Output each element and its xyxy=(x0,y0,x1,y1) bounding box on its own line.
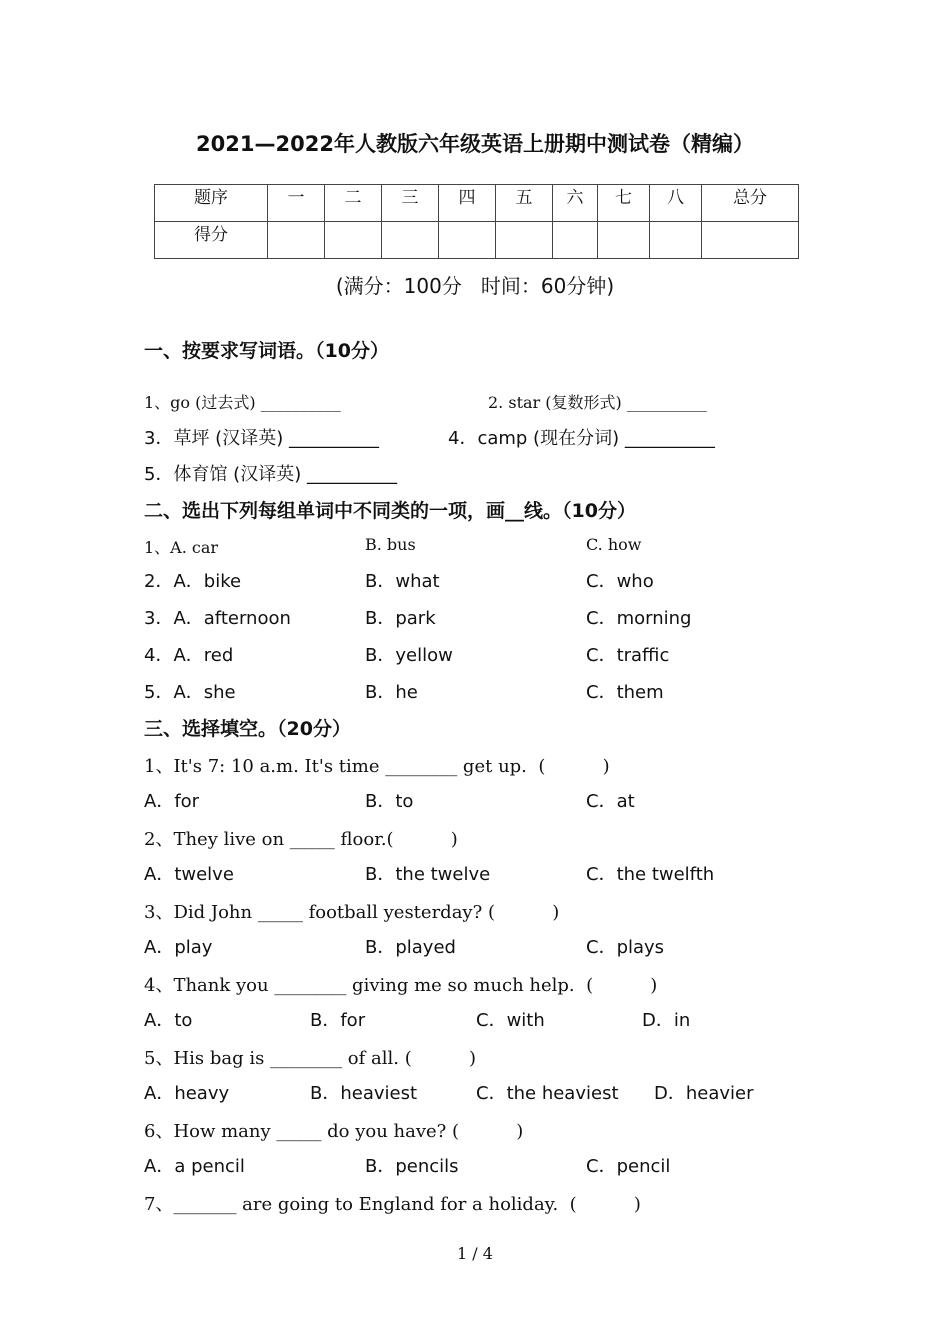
s3-q3-option-b: B．played xyxy=(365,937,456,958)
s3-q4-option-b: B．for xyxy=(310,1010,366,1031)
s3-q5-option-d: D．heavier xyxy=(654,1083,754,1104)
s2-row1-a: 1、A. car xyxy=(144,538,219,557)
s3-q6-option-a: A．a pencil xyxy=(144,1156,245,1177)
s1-question-2: 2. star (复数形式) __________ xyxy=(488,393,707,412)
s2-row3-b: B．park xyxy=(365,608,436,629)
s3-q2-option-a: A．twelve xyxy=(144,864,234,885)
s3-q1-option-a: A．for xyxy=(144,791,200,812)
score-table xyxy=(154,184,799,259)
s3-q2-option-c: C．the twelfth xyxy=(586,864,715,885)
s2-row1-b: B. bus xyxy=(365,535,416,554)
s3-q5-stem: 5、His bag is ________ of all. ( ) xyxy=(144,1048,476,1069)
s3-q6-option-c: C．pencil xyxy=(586,1156,671,1177)
s3-q1-option-c: C．at xyxy=(586,791,635,812)
score-input-cell[interactable] xyxy=(496,222,553,259)
page-number: 1 / 4 xyxy=(457,1244,493,1263)
s3-q3-option-a: A．play xyxy=(144,937,213,958)
s3-q1-stem: 1、It's 7: 10 a.m. It's time ________ get up. ( ) xyxy=(144,756,610,777)
score-cell: 总分 xyxy=(702,185,799,222)
section2-heading: 二、选出下列每组单词中不同类的一项，画__线。（10分） xyxy=(144,500,636,522)
score-input-cell[interactable] xyxy=(382,222,439,259)
score-cell: 六 xyxy=(553,185,598,222)
score-table-score-row xyxy=(155,222,799,259)
s3-q3-option-c: C．plays xyxy=(586,937,665,958)
s2-row3-c: C．morning xyxy=(586,608,692,629)
s1-question-5: 5．体育馆 (汉译英) __________ xyxy=(144,464,397,485)
s1-question-1: 1、go (过去式) __________ xyxy=(144,393,341,412)
score-cell: 得分 xyxy=(155,222,268,259)
s2-row2-a: 2．A．bike xyxy=(144,571,242,592)
s2-row5-c: C．them xyxy=(586,682,664,703)
s3-q6-option-b: B．pencils xyxy=(365,1156,459,1177)
score-table-header-row xyxy=(155,185,799,222)
s3-q4-option-d: D．in xyxy=(642,1010,691,1031)
s3-q2-option-b: B．the twelve xyxy=(365,864,491,885)
score-input-cell[interactable] xyxy=(650,222,702,259)
score-input-cell[interactable] xyxy=(553,222,598,259)
s2-row2-c: C．who xyxy=(586,571,654,592)
section3-heading: 三、选择填空。（20分） xyxy=(144,718,351,740)
s1-question-4: 4．camp (现在分词) __________ xyxy=(448,428,715,449)
s2-row4-b: B．yellow xyxy=(365,645,453,666)
s3-q4-option-c: C．with xyxy=(476,1010,545,1031)
full-score-time: (满分：100分 时间：60分钟) xyxy=(335,274,615,298)
s3-q1-option-b: B．to xyxy=(365,791,414,812)
page-title: 2021—2022年人教版六年级英语上册期中测试卷（精编） xyxy=(196,132,754,156)
s2-row1-c: C. how xyxy=(586,535,642,554)
score-cell: 四 xyxy=(439,185,496,222)
s3-q3-stem: 3、Did John _____ football yesterday? ( ) xyxy=(144,902,560,923)
score-cell: 三 xyxy=(382,185,439,222)
s2-row5-b: B．he xyxy=(365,682,418,703)
s3-q5-option-c: C．the heaviest xyxy=(476,1083,619,1104)
s1-question-3: 3．草坪 (汉译英) __________ xyxy=(144,428,379,449)
score-cell: 七 xyxy=(598,185,650,222)
score-input-cell[interactable] xyxy=(325,222,382,259)
score-input-cell[interactable] xyxy=(268,222,325,259)
s3-q2-stem: 2、They live on _____ floor.( ) xyxy=(144,829,458,850)
score-cell: 一 xyxy=(268,185,325,222)
s3-q4-stem: 4、Thank you ________ giving me so much help. ( ) xyxy=(144,975,658,996)
section1-heading: 一、按要求写词语。（10分） xyxy=(144,340,389,362)
s2-row4-a: 4．A．red xyxy=(144,645,234,666)
score-cell: 五 xyxy=(496,185,553,222)
s2-row2-b: B．what xyxy=(365,571,440,592)
s2-row5-a: 5．A．she xyxy=(144,682,236,703)
s2-row3-a: 3．A．afternoon xyxy=(144,608,291,629)
score-cell: 八 xyxy=(650,185,702,222)
score-input-cell[interactable] xyxy=(598,222,650,259)
s3-q7-stem: 7、_______ are going to England for a holiday. ( ) xyxy=(144,1194,641,1215)
score-cell: 二 xyxy=(325,185,382,222)
score-input-cell[interactable] xyxy=(702,222,799,259)
score-cell: 题序 xyxy=(155,185,268,222)
s3-q4-option-a: A．to xyxy=(144,1010,193,1031)
s3-q5-option-b: B．heaviest xyxy=(310,1083,418,1104)
s3-q6-stem: 6、How many _____ do you have? ( ) xyxy=(144,1121,524,1142)
s2-row4-c: C．traffic xyxy=(586,645,670,666)
score-input-cell[interactable] xyxy=(439,222,496,259)
s3-q5-option-a: A．heavy xyxy=(144,1083,230,1104)
